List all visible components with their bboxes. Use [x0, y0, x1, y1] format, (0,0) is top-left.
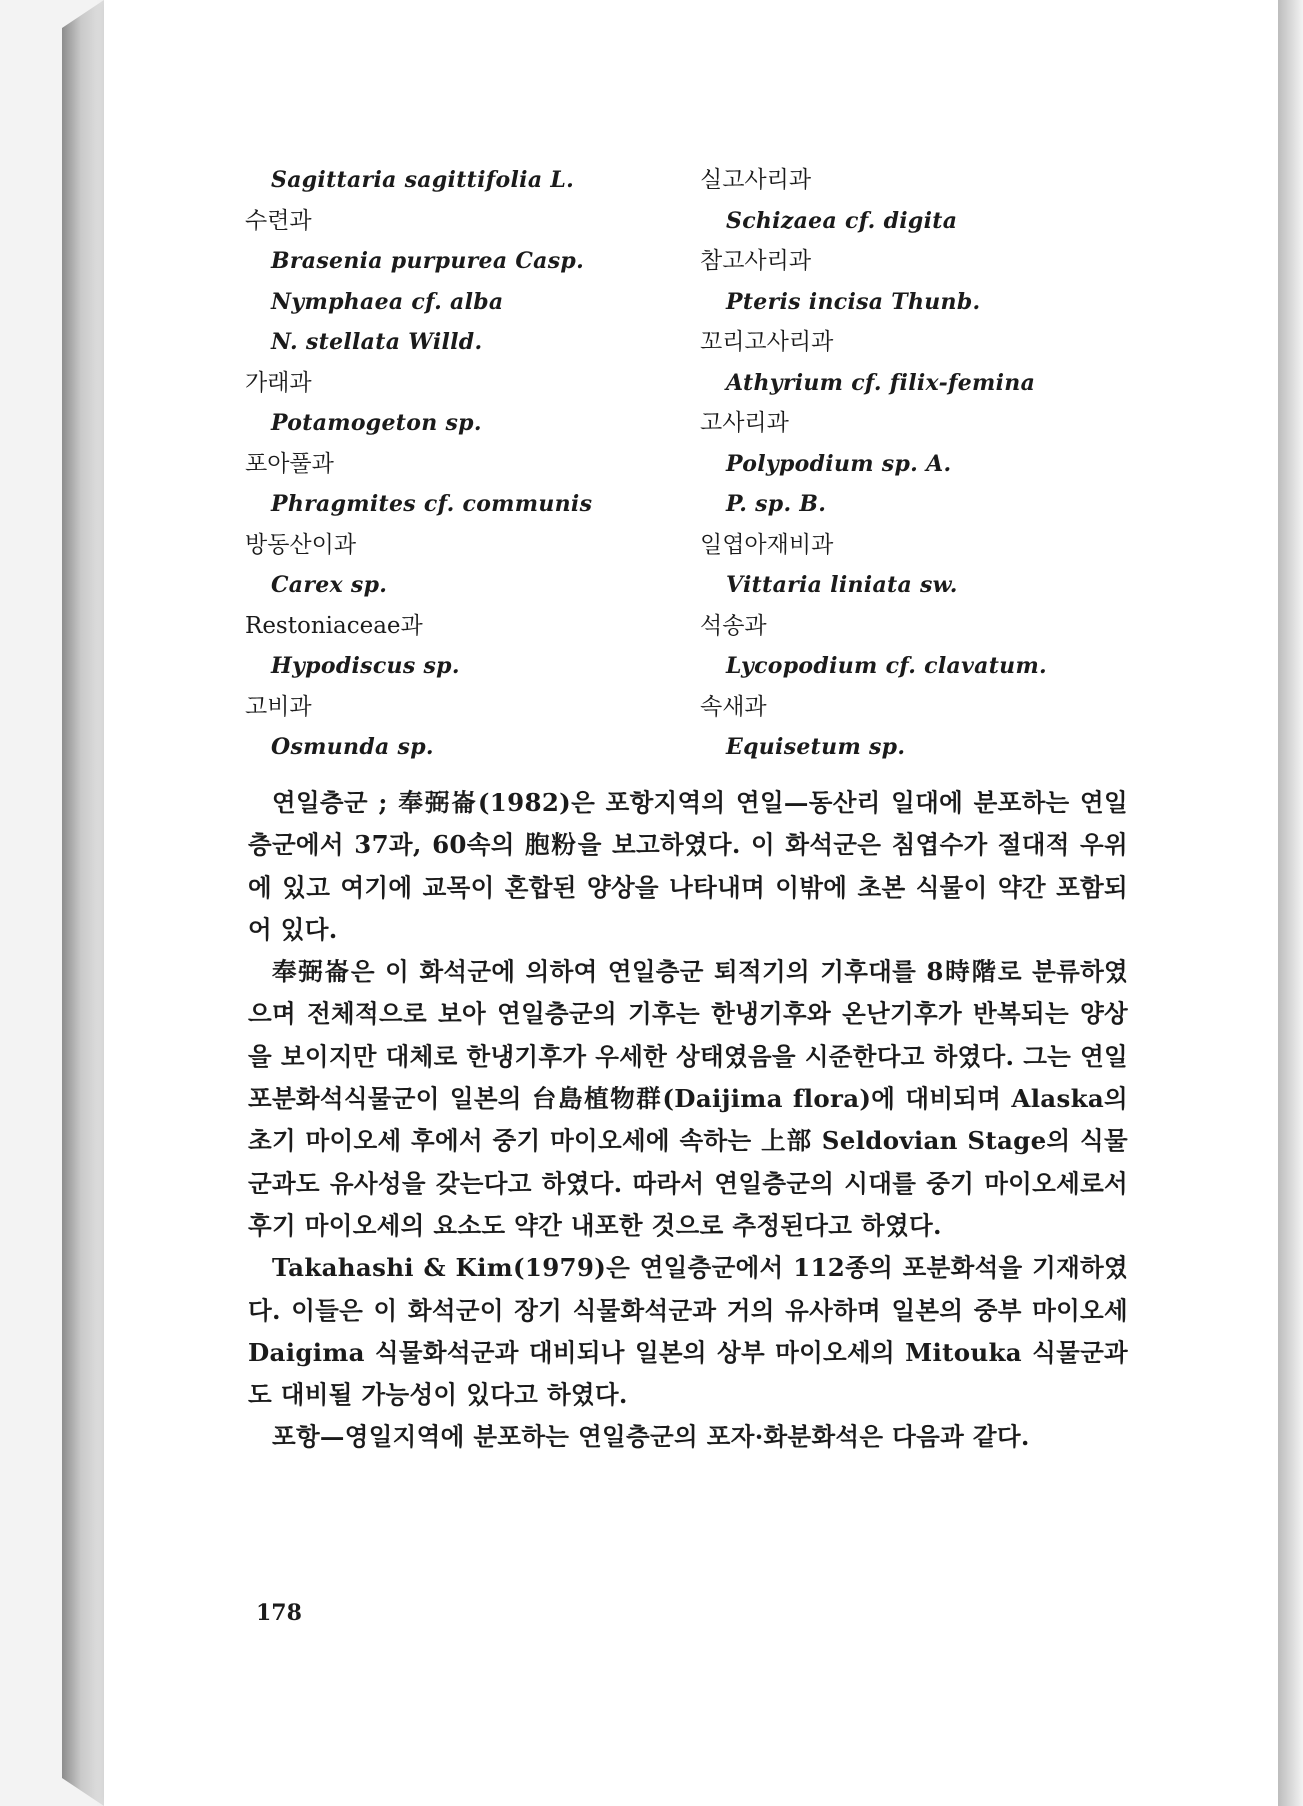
family-name: 고사리과: [700, 410, 789, 436]
species-name: Potamogeton sp.: [271, 410, 482, 436]
family-name: 실고사리과: [700, 167, 812, 193]
species-name: N. stellata Willd.: [271, 329, 483, 355]
species-name: Nymphaea cf. alba: [271, 288, 504, 315]
family-name: 포아풀과: [245, 450, 334, 477]
family-name: 수련과: [245, 207, 312, 234]
paragraph-takahashi-kim: Takahashi & Kim(1979)은 연일층군에서 112종의 포분화석을 기재하였다. 이들은 이 화석군이 장기 식물화석군과 거의 유사하며 일본의 중부 마이오세 Daigima 식물화석군과 대비되나 일본의 상부 마이오세의 Mitouka 식물군과도 대비될 가능성이 있다고 하였다.: [248, 1253, 1128, 1410]
page-shadow: [1278, 0, 1303, 1806]
taxa-list-left: [245, 160, 665, 768]
family-name: 고비과: [245, 693, 312, 720]
family-name: 방동산이과: [245, 531, 357, 558]
species-name: Equisetum sp.: [726, 734, 906, 760]
family-name: Restoniaceae과: [245, 612, 423, 639]
family-name: 가래과: [245, 369, 312, 396]
species-name: Carex sp.: [271, 572, 388, 598]
species-name: Pteris incisa Thunb.: [726, 288, 981, 315]
species-name: Sagittaria sagittifolia L.: [271, 167, 575, 193]
species-name: Schizaea cf. digita: [726, 207, 958, 234]
species-name: Osmunda sp.: [271, 734, 434, 760]
page-number: 178: [256, 1600, 302, 1626]
book-spine-edge: [62, 0, 104, 1806]
family-name: 참고사리과: [700, 248, 812, 274]
family-name: 일엽아재비과: [700, 531, 834, 558]
species-name: Phragmites cf. communis: [271, 491, 593, 517]
species-name: Lycopodium cf. clavatum.: [726, 653, 1048, 679]
paragraph-yeonil-group: 연일층군 ; 奉弼崙(1982)은 포항지역의 연일—동산리 일대에 분포하는 연일층군에서 37과, 60속의 胞粉을 보고하였다. 이 화석군은 침엽수가 절대적 우위에 있고 여기에 교목이 혼합된 양상을 나타내며 이밖에 초본 식물이 약간 포함되어 있다.: [248, 788, 1128, 944]
paragraph-climate: 奉弼崙은 이 화석군에 의하여 연일층군 퇴적기의 기후대를 8時階로 분류하였으며 전체적으로 보아 연일층군의 기후는 한냉기후와 온난기후가 반복되는 양상을 보이지만 대체로 한냉기후가 우세한 상태였음을 시준한다고 하였다. 그는 연일 포분화석식물군이 일본의 台島植物群(Daijima flora)에 대비되며 Alaska의 초기 마이오세 후에서 중기 마이오세에 속하는 上部 Seldovian Stage의 식물군과도 유사성을 갖는다고 하였다. 따라서 연일층군의 시대를 중기 마이오세로서 후기 마이오세의 요소도 약간 내포한 것으로 추정된다고 하였다.: [248, 957, 1128, 1240]
paragraph-pohang-fossils: 포항—영일지역에 분포하는 연일층군의 포자·화분화석은 다음과 같다.: [272, 1422, 1030, 1452]
species-name: P. sp. B.: [726, 491, 827, 517]
species-name: Polypodium sp. A.: [726, 450, 952, 477]
taxa-list-right: [700, 160, 1140, 768]
family-name: 꼬리고사리과: [700, 329, 834, 355]
family-name: 석송과: [700, 612, 767, 639]
body-text: [248, 782, 1128, 1459]
family-name: 속새과: [700, 693, 767, 720]
species-name: Athyrium cf. filix-femina: [726, 369, 1036, 396]
species-name: Brasenia purpurea Casp.: [271, 248, 585, 274]
species-name: Hypodiscus sp.: [271, 653, 460, 679]
species-name: Vittaria liniata sw.: [726, 572, 958, 598]
